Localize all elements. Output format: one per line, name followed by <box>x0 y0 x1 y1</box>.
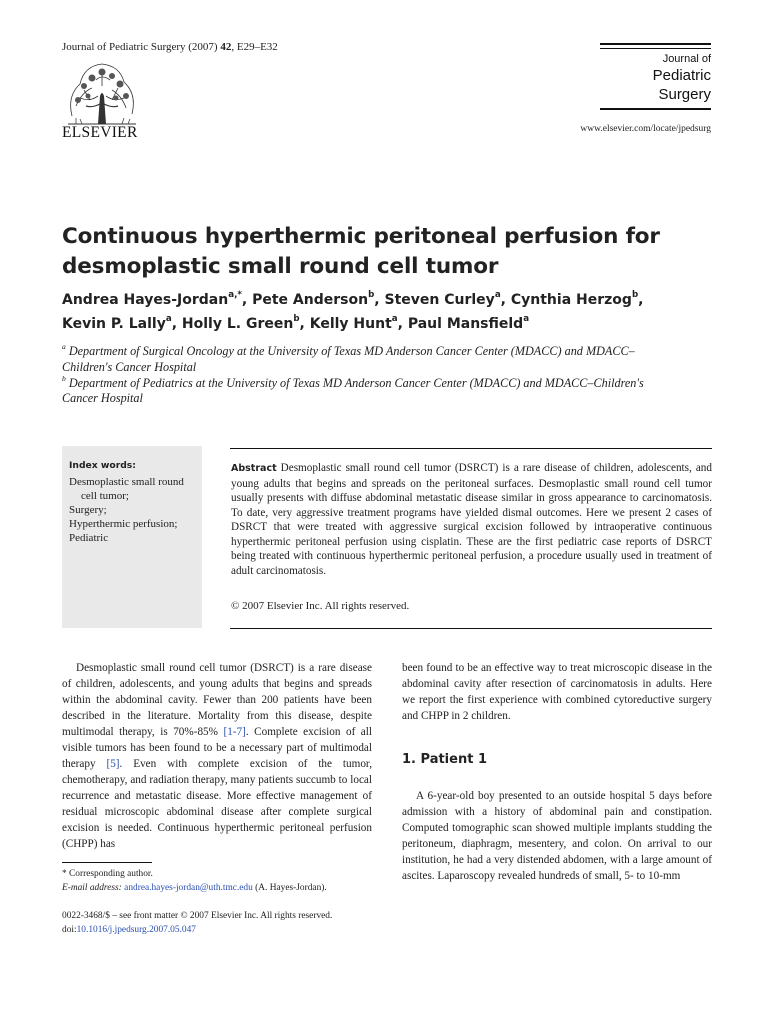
footnotes <box>62 868 382 895</box>
author-sep: , <box>397 316 408 332</box>
article-title <box>62 222 712 282</box>
author-affil[interactable]: b <box>293 314 300 325</box>
author-line2 <box>62 312 722 336</box>
affiliation-a <box>62 344 662 376</box>
affiliation-mark: b <box>62 373 66 383</box>
title-line2: desmoplastic small round cell tumor <box>62 254 499 279</box>
citation-prefix: Journal of Pediatric Surgery (2007) <box>62 41 221 53</box>
index-words-list <box>69 475 199 545</box>
author-name[interactable]: Kelly Hunt <box>309 316 392 332</box>
affiliations <box>62 344 662 407</box>
author-name[interactable]: Steven Curley <box>384 292 495 308</box>
author-affil[interactable]: a <box>494 290 501 301</box>
body-right-column <box>402 660 712 724</box>
intro-text-a: Desmoplastic small round cell tumor (DSRCT) is a rare disease of children, adolescents, and young adults that begins and spreads within the abdominal cavity. Fewer than 200 patients have been described in the literature. Mortality from this disease, despite multimodal therapy, is 70%-85% <box>62 662 372 738</box>
citation-volume: 42 <box>220 41 232 53</box>
author-affil[interactable]: a <box>391 314 398 325</box>
author-sep: , <box>500 292 511 308</box>
abstract-text: Desmoplastic small round cell tumor (DSRCT) is a rare disease of children, adolescents, and young adults that begins and spreads on the peritoneal surfaces. Desmoplastic small round cell tumor usually presents with diffuse abdominal metastatic disease similar in gross appearance to carcinomatosis. To date, very aggressive treatment programs have yielded dismal outcomes. Here we present 2 cases of DSRCT that were treated with aggressive surgical excision followed by intraoperative continuous hyperthermic peritoneal perfusion using cisplatin. These are the first pediatric case reports of DSRCT being treated with continuous hyperthermic peritoneal perfusion, a procedure usually used in treatment of adult carcinomatosis. <box>231 462 712 577</box>
journal-citation <box>62 41 278 53</box>
index-word: Surgery; <box>69 504 107 516</box>
intro-text-c: . Even with complete excision of the tumor, chemotherapy, and radiation therapy, many patients succumb to local recurrence and metastatic disease. More effective management of residual microscopic abdominal disease after complete surgical excision is needed. Continuous hyperthermic peritoneal perfusion (CHPP) has <box>62 758 372 850</box>
author-name[interactable]: Paul Mansfield <box>407 316 524 332</box>
publisher-name: ELSEVIER <box>62 124 138 141</box>
author-affil[interactable]: a,* <box>228 290 242 301</box>
section-heading: 1. Patient 1 <box>402 752 487 767</box>
author-list <box>62 288 722 336</box>
author-sep: , <box>241 292 253 308</box>
corresponding-author-note: * Corresponding author. <box>62 869 153 879</box>
author-affil[interactable]: a <box>165 314 172 325</box>
author-sep: , <box>299 316 310 332</box>
email-label: E-mail address: <box>62 882 122 893</box>
author-name[interactable]: Cynthia Herzog <box>510 292 632 308</box>
intro-text-b: . Complete excision of all visible tumors has been found to be a necessary part of multimodal therapy <box>62 726 372 770</box>
email-suffix: (A. Hayes-Jordan). <box>252 882 327 893</box>
abstract <box>231 461 712 578</box>
issn-line: 0022-3468/$ – see front matter © 2007 Elsevier Inc. All rights reserved. <box>62 911 333 921</box>
author-name[interactable]: Holly L. Green <box>181 316 294 332</box>
author-sep: , <box>638 292 644 308</box>
index-words-title: Index words: <box>69 460 136 471</box>
patient1-column <box>402 788 712 884</box>
index-word: Pediatric <box>69 532 109 544</box>
journal-logo-line1: Journal of <box>662 53 711 65</box>
patient1-paragraph: A 6-year-old boy presented to an outside hospital 5 days before admission with a history of abdominal pain and constipation. Computed tomographic scan showed multiple implants studding the peritoneum, diaphragm, mesentery, and colon. On arrival to our institution, he had a very distended abdomen, with a large amount of ascites. Laparoscopy revealed hundreds of small, 5- to 10-mm <box>402 790 712 882</box>
abstract-top-rule <box>230 448 712 449</box>
journal-logo-line3: Surgery <box>658 86 711 103</box>
journal-url[interactable]: www.elsevier.com/locate/jpedsurg <box>580 124 711 134</box>
intro-paragraph <box>62 660 372 852</box>
index-word: Desmoplastic small round cell tumor; <box>69 476 184 502</box>
author-affil[interactable]: b <box>631 290 639 301</box>
body-left-column <box>62 660 372 852</box>
doi-link[interactable]: 10.1016/j.jpedsurg.2007.05.047 <box>76 924 196 935</box>
journal-logo <box>600 43 711 110</box>
author-line1 <box>62 288 722 312</box>
footnote-rule <box>62 862 152 863</box>
affiliation-text: Department of Surgical Oncology at the University of Texas MD Anderson Cancer Center (MDACC) and MDACC–Children's Cancer Hospital <box>62 344 635 374</box>
affiliation-mark: a <box>62 342 66 352</box>
abstract-bottom-rule <box>230 628 712 629</box>
issn-block <box>62 910 382 937</box>
reference-link[interactable]: [5] <box>106 758 120 770</box>
index-word: Hyperthermic perfusion; <box>69 518 178 530</box>
affiliation-b <box>62 373 662 408</box>
title-line1: Continuous hyperthermic peritoneal perfusion for <box>62 224 660 249</box>
doi-line <box>62 924 382 938</box>
author-name[interactable]: Pete Anderson <box>252 292 369 308</box>
author-name[interactable]: Andrea Hayes-Jordan <box>62 292 229 308</box>
author-name[interactable]: Kevin P. Lally <box>62 316 166 332</box>
email-note <box>62 882 382 896</box>
abstract-copyright: © 2007 Elsevier Inc. All rights reserved. <box>231 600 410 612</box>
author-affil[interactable]: a <box>523 314 530 325</box>
journal-logo-line2: Pediatric <box>652 67 711 84</box>
affiliation-text: Department of Pediatrics at the University of Texas MD Anderson Cancer Center (MDACC) and MDACC–Children's Cancer Hospital <box>62 375 644 406</box>
author-sep: , <box>374 292 385 308</box>
citation-pages: , E29–E32 <box>231 41 278 53</box>
author-affil[interactable]: b <box>368 290 375 301</box>
author-sep: , <box>171 316 182 332</box>
email-link[interactable]: andrea.hayes-jordan@uth.tmc.edu <box>124 882 253 893</box>
doi-prefix: doi: <box>62 924 77 935</box>
intro-continuation: been found to be an effective way to treat microscopic disease in the abdominal cavity after resection of carcinomatosis in adults. Here we report the first experience with combined cytoreductive surgery and CHPP in 2 children. <box>402 662 712 722</box>
abstract-label: Abstract <box>231 463 277 474</box>
reference-link[interactable]: [1-7] <box>223 726 246 738</box>
